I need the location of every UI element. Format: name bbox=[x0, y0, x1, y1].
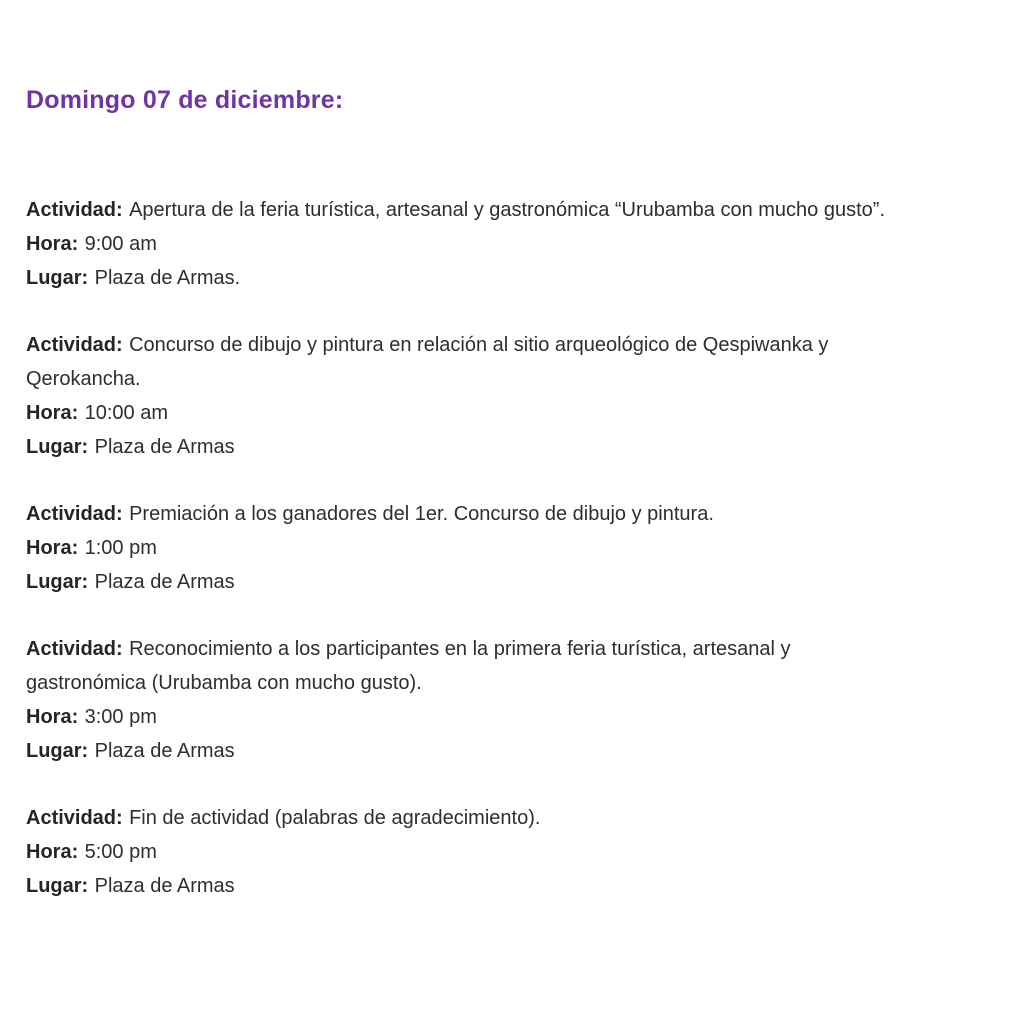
event-5-place-line bbox=[26, 869, 888, 903]
page-title: Domingo 07 de diciembre: bbox=[26, 86, 344, 114]
activity-text: Concurso de dibujo y pintura en relación al sitio arqueológico de Qespiwanka y Qerokancha. bbox=[26, 334, 829, 390]
schedule-content bbox=[26, 193, 888, 903]
event-2-activity-line bbox=[26, 328, 888, 396]
time-label: Hora: bbox=[26, 537, 79, 559]
event-block-4 bbox=[26, 632, 888, 768]
event-block-2 bbox=[26, 328, 888, 464]
event-3-place-line bbox=[26, 565, 888, 599]
activity-label: Actividad: bbox=[26, 807, 123, 829]
time-text: 9:00 am bbox=[84, 233, 157, 255]
activity-label: Actividad: bbox=[26, 334, 123, 356]
place-label: Lugar: bbox=[26, 875, 89, 897]
place-text: Plaza de Armas bbox=[94, 436, 235, 458]
time-text: 3:00 pm bbox=[84, 706, 157, 728]
place-text: Plaza de Armas bbox=[94, 571, 235, 593]
activity-label: Actividad: bbox=[26, 638, 123, 660]
event-3-time-line bbox=[26, 531, 888, 565]
event-1-activity-line bbox=[26, 193, 888, 227]
place-text: Plaza de Armas. bbox=[94, 267, 241, 289]
time-text: 10:00 am bbox=[84, 402, 169, 424]
time-label: Hora: bbox=[26, 841, 79, 863]
event-2-place-line bbox=[26, 430, 888, 464]
place-label: Lugar: bbox=[26, 267, 89, 289]
place-text: Plaza de Armas bbox=[94, 740, 235, 762]
time-text: 1:00 pm bbox=[84, 537, 157, 559]
place-label: Lugar: bbox=[26, 571, 89, 593]
event-4-time-line bbox=[26, 700, 888, 734]
event-block-1 bbox=[26, 193, 888, 295]
event-1-time-line bbox=[26, 227, 888, 261]
place-text: Plaza de Armas bbox=[94, 875, 235, 897]
time-label: Hora: bbox=[26, 233, 79, 255]
event-block-5 bbox=[26, 801, 888, 903]
activity-label: Actividad: bbox=[26, 503, 123, 525]
time-label: Hora: bbox=[26, 706, 79, 728]
place-label: Lugar: bbox=[26, 740, 89, 762]
event-2-time-line bbox=[26, 396, 888, 430]
activity-text: Premiación a los ganadores del 1er. Concurso de dibujo y pintura. bbox=[129, 503, 714, 525]
time-label: Hora: bbox=[26, 402, 79, 424]
event-3-activity-line bbox=[26, 497, 888, 531]
event-block-3 bbox=[26, 497, 888, 599]
event-5-activity-line bbox=[26, 801, 888, 835]
activity-text: Fin de actividad (palabras de agradecimiento). bbox=[129, 807, 541, 829]
place-label: Lugar: bbox=[26, 436, 89, 458]
event-5-time-line bbox=[26, 835, 888, 869]
activity-label: Actividad: bbox=[26, 199, 123, 221]
activity-text: Reconocimiento a los participantes en la primera feria turística, artesanal y gastronómica (Urubamba con mucho gusto). bbox=[26, 638, 791, 694]
event-4-activity-line bbox=[26, 632, 888, 700]
activity-text: Apertura de la feria turística, artesanal y gastronómica “Urubamba con mucho gusto”. bbox=[129, 199, 885, 221]
event-4-place-line bbox=[26, 734, 888, 768]
time-text: 5:00 pm bbox=[84, 841, 157, 863]
event-1-place-line bbox=[26, 261, 888, 295]
